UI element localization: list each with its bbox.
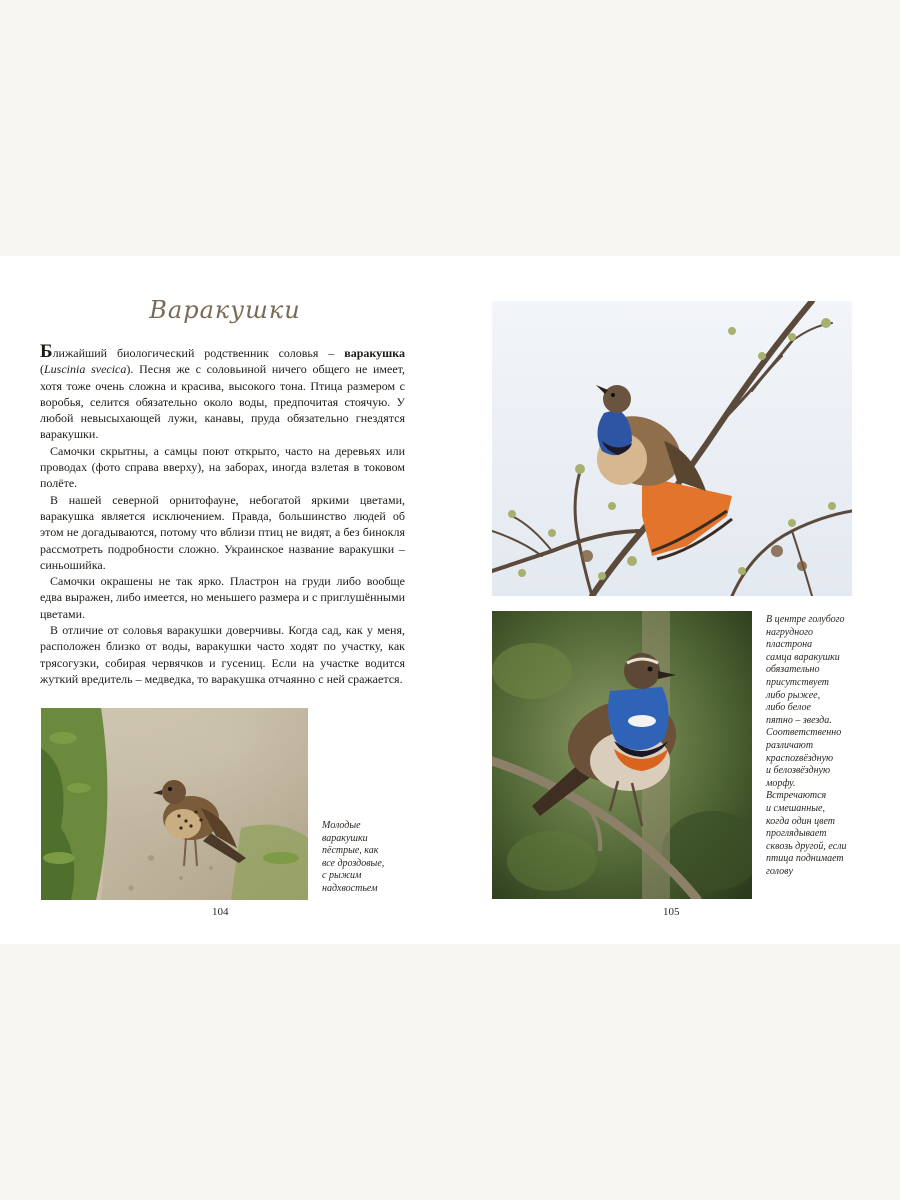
latin-name: Luscinia svecica <box>44 362 127 377</box>
paragraph-1 <box>40 342 405 443</box>
male-bluethroat-closeup-photo <box>492 611 752 899</box>
caption-line: морфу. <box>766 777 796 789</box>
caption-line: когда один цвет <box>766 815 836 827</box>
paragraph-1-rest: ). Песня же с соловьиной ничего общего не имеет, хотя тоже очень сложна и красива, высокого тона. Птица размером с воробья, селится обязательно около воды, предпочитая стоячую. У любой невысыхающей лужи, канавы, пруда обязательно гнездятся варакушки. <box>40 362 406 442</box>
paragraph-5: В отличие от соловья варакушки доверчивы. Когда сад, как у меня, расположен близко от воды, варакушки часто ходят по участку, как трясогузки, собирая червячков и гусениц. Если на участке водится жуткий вредитель – медведка, то варакушка отчаянно с ней сражается. <box>40 623 405 686</box>
page-number-left: 104 <box>212 906 229 918</box>
caption-line: пятно – звезда. <box>766 714 832 726</box>
caption-line: В центре голубого <box>766 614 845 625</box>
caption-line: и смешанные, <box>766 802 825 814</box>
caption-line: присутствует <box>766 676 829 688</box>
juvenile-bluethroat-photo <box>41 708 308 900</box>
caption-line: с рыжим <box>322 870 362 882</box>
page-number-right: 105 <box>663 906 680 918</box>
book-spread <box>0 256 900 944</box>
caption-line: варакушки <box>322 832 368 844</box>
paragraph-1-lead: лижайший биологический родственник соловья – <box>52 346 345 360</box>
drop-cap: Б <box>40 341 53 362</box>
chapter-title: Варакушки <box>149 296 301 324</box>
caption-line: нагрудного <box>766 626 814 638</box>
body-text <box>40 342 405 687</box>
caption-line: либо рыжее, <box>766 689 821 701</box>
caption-line: сквозь другой, если <box>766 840 847 852</box>
caption-line: пластрона <box>766 639 813 651</box>
caption-line: Молодые <box>322 820 361 831</box>
juvenile-caption <box>322 820 402 896</box>
morph-caption <box>766 614 876 878</box>
term-varakushka: варакушка <box>344 346 405 360</box>
paren-open: ( <box>40 362 44 377</box>
caption-line: обязательно <box>766 664 820 676</box>
caption-line: пёстрые, как <box>322 845 379 857</box>
caption-line: либо белое <box>766 702 811 714</box>
caption-line: все дроздовые, <box>322 857 385 869</box>
top-margin <box>0 0 900 256</box>
caption-line: красnozвёздную <box>766 752 834 764</box>
right-page <box>450 256 900 944</box>
caption-line: Соответственно <box>766 727 842 739</box>
caption-line: голову <box>766 865 793 877</box>
caption-line: Встречаются <box>766 790 827 802</box>
paragraph-3: В нашей северной орнитофауне, небогатой яркими цветами, варакушка является исключением. Правда, большинство людей об этом не догадываются, потому что вблизи птиц не видят, а без бинокля рассмотреть подробности сложно. Украинское название варакушки – синьошийка. <box>40 492 405 572</box>
caption-line: самца варакушки <box>766 651 840 663</box>
paragraph-4: Самочки окрашены не так ярко. Пластрон на груди либо вообще едва выражен, либо имеется, но меньшего размера и с приглушёнными цветами. <box>40 574 405 621</box>
caption-line: различают <box>766 739 814 751</box>
caption-line: надхвостьем <box>322 882 378 894</box>
caption-line: и белозвёздную <box>766 765 831 777</box>
paragraph-2: Самочки скрытны, а самцы поют открыто, часто на деревьях или проводах (фото справа вверху), на заборах, иногда взлетая в токовом полёте. <box>40 443 405 491</box>
caption-line: птица поднимает <box>766 853 844 865</box>
caption-line: проглядывает <box>766 828 827 840</box>
left-page <box>0 256 450 944</box>
singing-male-bluethroat-photo <box>492 301 852 596</box>
bottom-margin <box>0 944 900 1200</box>
